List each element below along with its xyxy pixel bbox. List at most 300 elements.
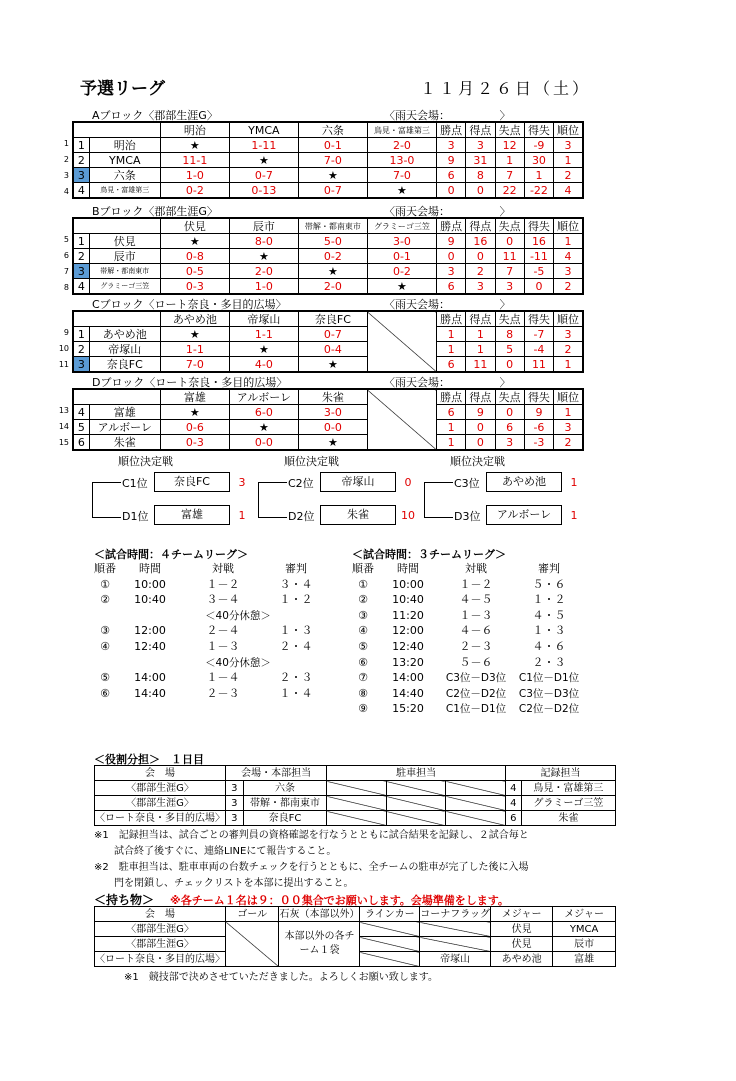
team-stat: 11	[466, 357, 495, 373]
match-score: 0-0	[298, 420, 367, 435]
roles-header-record: 記録担当	[505, 766, 615, 781]
schedule-cell: ３・４	[279, 577, 313, 591]
self-match-cell: ★	[367, 279, 436, 295]
items-notice: ※各チーム１名は９：００集合でお願いします。会場準備をします。	[170, 894, 509, 907]
schedule4-title: ＜試合時間：４チームリーグ＞	[94, 548, 248, 561]
team-row	[73, 327, 583, 342]
items-measure-1: あやめ池	[491, 952, 553, 967]
schedule-cell: ⑥	[358, 655, 368, 669]
roles-table	[94, 765, 616, 826]
column-team: あやめ池	[160, 311, 229, 327]
match-score: 2-0	[229, 264, 298, 279]
team-name: アルボーレ	[89, 420, 160, 435]
roles-note-line: 試合終了後すぐに、連絡LINEにて報告すること。	[94, 846, 337, 857]
corner-cell	[73, 311, 160, 327]
match-score: 4-0	[229, 357, 298, 373]
block-name: Bブロック〈郡部生涯G〉	[92, 205, 218, 218]
items-measure-1: 伏見	[491, 922, 553, 937]
schedule-cell: １－２	[206, 577, 240, 591]
schedule-cell: ４－５	[459, 593, 493, 607]
roles-title: ＜役割分担＞ １日目	[94, 753, 204, 766]
team-stat: 7	[495, 264, 524, 279]
match-score: 0-7	[229, 168, 298, 183]
team-stat: 9	[436, 153, 465, 168]
team-stat: -7	[524, 327, 553, 342]
schedule-cell: 15:20	[392, 702, 424, 716]
schedule-col-header: 審判	[538, 562, 560, 575]
schedule-cell: ①	[358, 577, 368, 591]
team-stat: 3	[495, 279, 524, 295]
team-stat: 2	[554, 435, 583, 451]
items-measure-2: 辰市	[553, 937, 616, 952]
team-name: グラミーゴ三笠	[89, 279, 160, 295]
schedule-cell: １－３	[206, 639, 240, 653]
team-seed: 3	[73, 357, 89, 373]
roles-note-line: ※2 駐車担当は、駐車車両の台数チェックを行うとともに、全チームの駐車が完了した後に入場	[94, 862, 529, 873]
team-stat: 7	[495, 168, 524, 183]
team-seed: 1	[73, 138, 89, 153]
schedule-cell: C2位－D2位	[518, 703, 580, 716]
schedule-cell: ③	[100, 624, 110, 638]
schedule-cell: １・２	[532, 593, 566, 607]
items-header: 会 場	[95, 907, 226, 922]
team-stat: 8	[495, 327, 524, 342]
column-team: 明治	[160, 122, 229, 138]
roles-header-parking: 駐車担当	[327, 766, 506, 781]
team-stat: 3	[436, 264, 465, 279]
self-match-cell: ★	[298, 435, 367, 451]
items-venue: 〈郡部生涯G〉	[95, 937, 226, 952]
parking-empty-cell	[327, 796, 387, 811]
team-name: 奈良FC	[89, 357, 160, 373]
team-row	[73, 357, 583, 373]
roles-row	[95, 781, 616, 796]
roles-record-team: 朱雀	[521, 811, 615, 826]
schedule-cell: 12:00	[134, 624, 166, 638]
team-stat: 1	[466, 327, 495, 342]
row-number: 13	[58, 406, 69, 415]
schedule-row	[94, 670, 360, 686]
team-stat: 0	[495, 405, 524, 420]
bracket-bottom-rank: D2位	[288, 510, 315, 523]
team-stat: 11	[524, 357, 553, 373]
team-name: 帝塚山	[89, 342, 160, 357]
bracket-bottom-team: アルボーレ	[486, 505, 562, 525]
team-stat: 0	[524, 279, 553, 295]
team-row	[73, 405, 583, 420]
schedule-cell: 14:00	[134, 671, 166, 685]
schedule-cell: ２－４	[206, 624, 240, 638]
schedule-cell: ⑥	[100, 686, 110, 700]
row-number: 5	[63, 235, 69, 244]
row-number: 14	[58, 422, 69, 431]
team-row	[73, 279, 583, 295]
items-title: ＜持ち物＞	[94, 893, 155, 907]
column-team: 奈良FC	[298, 311, 367, 327]
match-score: 0-3	[160, 435, 229, 451]
schedule-cell: １・３	[532, 624, 566, 638]
team-stat: 0	[495, 357, 524, 373]
team-seed: 3	[73, 168, 89, 183]
team-stat: 0	[466, 435, 495, 451]
match-score: 2-0	[367, 138, 436, 153]
items-linecar	[360, 937, 420, 952]
schedule-cell: ⑧	[358, 686, 368, 700]
schedule-cell: １－２	[459, 577, 493, 591]
team-stat: 0	[436, 183, 465, 199]
schedule-cell: 12:40	[134, 639, 166, 653]
column-team: 鳥見・富雄第三	[367, 122, 436, 138]
team-stat: 3	[466, 138, 495, 153]
team-row	[73, 234, 583, 249]
bracket-bottom-rank: D3位	[454, 510, 481, 523]
team-stat: 1	[554, 405, 583, 420]
schedule-row	[352, 577, 588, 593]
team-stat: 31	[466, 153, 495, 168]
team-stat: -22	[524, 183, 553, 199]
team-stat: 1	[554, 153, 583, 168]
team-stat: 1	[436, 342, 465, 357]
match-score: 0-1	[298, 138, 367, 153]
team-stat: 3	[554, 264, 583, 279]
row-number: 1	[63, 139, 69, 148]
stats-header: 失点	[495, 389, 524, 405]
team-stat: 4	[554, 183, 583, 199]
team-stat: -4	[524, 342, 553, 357]
playoff-title: 順位決定戦	[118, 455, 173, 468]
team-row	[73, 138, 583, 153]
schedule-cell: 12:00	[392, 624, 424, 638]
team-stat: 2	[554, 342, 583, 357]
column-team: 辰市	[229, 218, 298, 234]
team-stat: 3	[554, 138, 583, 153]
match-score: 7-0	[298, 153, 367, 168]
schedule-cell: ①	[100, 577, 110, 591]
match-score: 7-0	[160, 357, 229, 373]
column-team: グラミーゴ三笠	[367, 218, 436, 234]
match-score: 6-0	[229, 405, 298, 420]
team-stat: 1	[495, 153, 524, 168]
items-header: ゴール	[226, 907, 279, 922]
schedule-cell: ④	[100, 639, 110, 653]
roles-row	[95, 811, 616, 826]
stats-header: 勝点	[436, 389, 465, 405]
bracket-bottom-rank: D1位	[122, 510, 149, 523]
stats-header: 得点	[466, 122, 495, 138]
items-header: メジャー	[491, 907, 553, 922]
team-row	[73, 435, 583, 451]
team-stat: 22	[495, 183, 524, 199]
column-team: 富雄	[160, 389, 229, 405]
schedule-cell: 13:20	[392, 655, 424, 669]
schedule-cell: １－４	[206, 671, 240, 685]
stats-header: 順位	[554, 311, 583, 327]
team-stat: 16	[466, 234, 495, 249]
roles-hq-number: 3	[226, 781, 244, 796]
items-header: ラインカー	[360, 907, 420, 922]
team-stat: 2	[466, 264, 495, 279]
schedule-cell: ⑨	[358, 702, 368, 716]
schedule-row	[352, 608, 588, 624]
stats-header: 勝点	[436, 311, 465, 327]
bracket-bottom-team: 富雄	[154, 505, 230, 525]
column-team: 帯解・都南東市	[298, 218, 367, 234]
schedule-cell: 12:40	[392, 639, 424, 653]
self-match-cell: ★	[160, 327, 229, 342]
playoff-title: 順位決定戦	[450, 455, 505, 468]
match-score: 0-2	[367, 264, 436, 279]
column-team: 伏見	[160, 218, 229, 234]
schedule4-list	[94, 561, 360, 701]
schedule-row	[352, 639, 588, 655]
schedule-cell: 10:40	[134, 593, 166, 607]
match-score: 0-2	[298, 249, 367, 264]
team-name: 明治	[89, 138, 160, 153]
roles-row	[95, 796, 616, 811]
bracket-line	[92, 482, 121, 518]
match-score: 2-0	[298, 279, 367, 295]
team-stat: -3	[524, 435, 553, 451]
schedule-row	[352, 670, 588, 686]
self-match-cell: ★	[367, 183, 436, 199]
stats-header: 失点	[495, 218, 524, 234]
schedule-cell: ４・６	[532, 639, 566, 653]
schedule-cell: １・４	[279, 686, 313, 700]
team-stat: 1	[524, 168, 553, 183]
team-name: 富雄	[89, 405, 160, 420]
schedule-cell: C3位－D3位	[518, 687, 580, 700]
items-header: 石灰（本部以外）	[279, 908, 360, 920]
team-stat: 9	[524, 405, 553, 420]
match-score: 3-0	[367, 234, 436, 249]
match-score: 11-1	[160, 153, 229, 168]
team-name: 伏見	[89, 234, 160, 249]
block-table	[72, 388, 584, 451]
match-score: 0-13	[229, 183, 298, 199]
team-stat: 6	[436, 168, 465, 183]
schedule-row	[94, 686, 360, 702]
match-score: 1-0	[229, 279, 298, 295]
items-corner-flag	[420, 922, 491, 937]
roles-record-team: グラミーゴ三笠	[521, 796, 615, 811]
stats-header: 得点	[466, 389, 495, 405]
roles-venue: 〈郡部生涯G〉	[95, 796, 226, 811]
bracket-top-rank: C2位	[288, 477, 314, 490]
self-match-cell: ★	[160, 138, 229, 153]
team-seed: 6	[73, 435, 89, 451]
empty-diagonal-cell	[367, 389, 436, 450]
match-score: 0-0	[229, 435, 298, 451]
event-date: １１月２６日（土）	[420, 79, 592, 98]
schedule-cell: ②	[358, 593, 368, 607]
schedule-cell: C1位－D1位	[445, 703, 507, 716]
parking-empty-cell	[386, 781, 446, 796]
team-stat: 3	[466, 279, 495, 295]
schedule-row	[94, 639, 360, 655]
match-score: 5-0	[298, 234, 367, 249]
roles-hq-number: 3	[226, 811, 244, 826]
schedule-col-header: 審判	[285, 562, 307, 575]
schedule-col-header: 対戦	[465, 562, 487, 575]
block-name: Aブロック〈郡部生涯G〉	[92, 109, 218, 122]
schedule-row	[94, 592, 360, 608]
stats-header: 得点	[466, 218, 495, 234]
match-score: 0-1	[367, 249, 436, 264]
corner-cell	[73, 218, 160, 234]
column-team: 帝塚山	[229, 311, 298, 327]
items-table	[94, 906, 616, 967]
schedule-cell: ５・６	[532, 577, 566, 591]
team-seed: 2	[73, 342, 89, 357]
team-seed: 4	[73, 279, 89, 295]
block-rain-venue: 〈雨天会場： 〉	[384, 376, 511, 389]
schedule-cell: ④	[358, 624, 368, 638]
parking-empty-cell	[327, 781, 387, 796]
schedule-cell: ４・５	[532, 608, 566, 622]
schedule-cell: １－３	[459, 608, 493, 622]
team-seed: 1	[73, 234, 89, 249]
match-score: 3-0	[298, 405, 367, 420]
team-row	[73, 420, 583, 435]
roles-record-number: 6	[505, 811, 521, 826]
match-score: 8-0	[229, 234, 298, 249]
schedule-row	[352, 592, 588, 608]
team-stat: 0	[466, 183, 495, 199]
team-seed: 3	[73, 264, 89, 279]
team-seed: 4	[73, 183, 89, 199]
team-stat: -11	[524, 249, 553, 264]
items-corner-flag: 帝塚山	[420, 952, 491, 967]
team-stat: 6	[495, 420, 524, 435]
row-number: 4	[63, 187, 69, 196]
team-stat: 9	[466, 405, 495, 420]
row-number: 10	[58, 344, 69, 353]
roles-notes	[94, 828, 529, 892]
team-stat: 6	[436, 357, 465, 373]
items-venue: 〈ロート奈良・多目的広場〉	[95, 953, 225, 965]
schedule-cell: ＜40分休憩＞	[205, 609, 271, 622]
schedule-cell: ⑦	[358, 671, 368, 685]
bracket-top-score: 0	[404, 476, 412, 489]
team-row	[73, 249, 583, 264]
items-header: メジャー	[553, 907, 616, 922]
roles-note-line: 門を閉鎖し、チェックリストを本部に提出すること。	[94, 878, 354, 889]
schedule-cell: ２・３	[532, 655, 566, 669]
team-name: 鳥見・富雄第三	[89, 183, 160, 199]
schedule-cell: ③	[358, 608, 368, 622]
parking-empty-cell	[386, 796, 446, 811]
schedule-row	[94, 608, 360, 624]
items-venue: 〈郡部生涯G〉	[95, 922, 226, 937]
parking-empty-cell	[446, 796, 506, 811]
bracket-bottom-score: 1	[238, 509, 246, 522]
match-score: 13-0	[367, 153, 436, 168]
bracket-top-score: 1	[570, 476, 578, 489]
team-stat: 1	[466, 342, 495, 357]
schedule3-title: ＜試合時間：３チームリーグ＞	[352, 548, 506, 561]
items-linecar	[360, 952, 420, 967]
corner-cell	[73, 122, 160, 138]
roles-header-hq: 会場・本部担当	[226, 766, 327, 781]
roles-hq-team: 六条	[243, 781, 327, 796]
team-name: 朱雀	[89, 435, 160, 451]
column-team: YMCA	[229, 122, 298, 138]
block-table	[72, 310, 584, 373]
team-seed: 2	[73, 153, 89, 168]
roles-hq-number: 3	[226, 796, 244, 811]
schedule-cell: 10:00	[392, 577, 424, 591]
team-stat: 6	[436, 279, 465, 295]
roles-record-team: 鳥見・富雄第三	[521, 781, 615, 796]
match-score: 1-11	[229, 138, 298, 153]
team-name: YMCA	[89, 153, 160, 168]
self-match-cell: ★	[160, 234, 229, 249]
items-row	[95, 922, 616, 937]
schedule-row	[352, 686, 588, 702]
team-stat: 1	[554, 357, 583, 373]
parking-empty-cell	[446, 781, 506, 796]
schedule-row	[94, 655, 360, 671]
block-name: Dブロック〈ロート奈良・多目的広場〉	[92, 376, 288, 389]
parking-empty-cell	[386, 811, 446, 826]
team-row	[73, 264, 583, 279]
items-measure-2: 富雄	[553, 952, 616, 967]
row-number: 9	[63, 328, 69, 337]
match-score: 0-7	[298, 327, 367, 342]
roles-hq-team: 奈良FC	[243, 811, 327, 826]
team-stat: 16	[524, 234, 553, 249]
team-stat: 0	[495, 234, 524, 249]
schedule-cell: ５－６	[459, 655, 493, 669]
stats-header: 勝点	[436, 218, 465, 234]
team-stat: 12	[495, 138, 524, 153]
bracket-line	[424, 482, 453, 518]
empty-diagonal-cell	[367, 311, 436, 372]
bracket-top-team: あやめ池	[486, 472, 562, 492]
match-score: 0-2	[160, 183, 229, 199]
block-rain-venue: 〈雨天会場： 〉	[384, 205, 511, 218]
schedule-cell: ３－４	[206, 593, 240, 607]
goal-empty-cell	[226, 922, 279, 967]
bracket-bottom-team: 朱雀	[320, 505, 396, 525]
self-match-cell: ★	[229, 249, 298, 264]
row-number: 7	[63, 267, 69, 276]
team-stat: 6	[436, 405, 465, 420]
team-stat: -9	[524, 138, 553, 153]
stats-header: 順位	[554, 122, 583, 138]
items-footnote: ※1 競技部で決めさせていただきました。よろしくお願い致します。	[124, 972, 438, 983]
parking-empty-cell	[446, 811, 506, 826]
team-stat: 0	[466, 249, 495, 264]
schedule-cell: 10:00	[134, 577, 166, 591]
team-row	[73, 168, 583, 183]
schedule-row	[352, 623, 588, 639]
team-name: あやめ池	[89, 327, 160, 342]
schedule-cell: ＜40分休憩＞	[205, 656, 271, 669]
team-seed: 4	[73, 405, 89, 420]
team-stat: 30	[524, 153, 553, 168]
schedule-cell: 11:20	[392, 608, 424, 622]
stats-header: 勝点	[436, 122, 465, 138]
schedule-cell: 14:40	[134, 686, 166, 700]
schedule3-list	[352, 561, 588, 717]
schedule-cell: ⑤	[358, 639, 368, 653]
match-score: 0-6	[160, 420, 229, 435]
roles-record-number: 4	[505, 796, 521, 811]
team-stat: 9	[436, 234, 465, 249]
team-stat: 1	[554, 234, 583, 249]
team-seed: 1	[73, 327, 89, 342]
